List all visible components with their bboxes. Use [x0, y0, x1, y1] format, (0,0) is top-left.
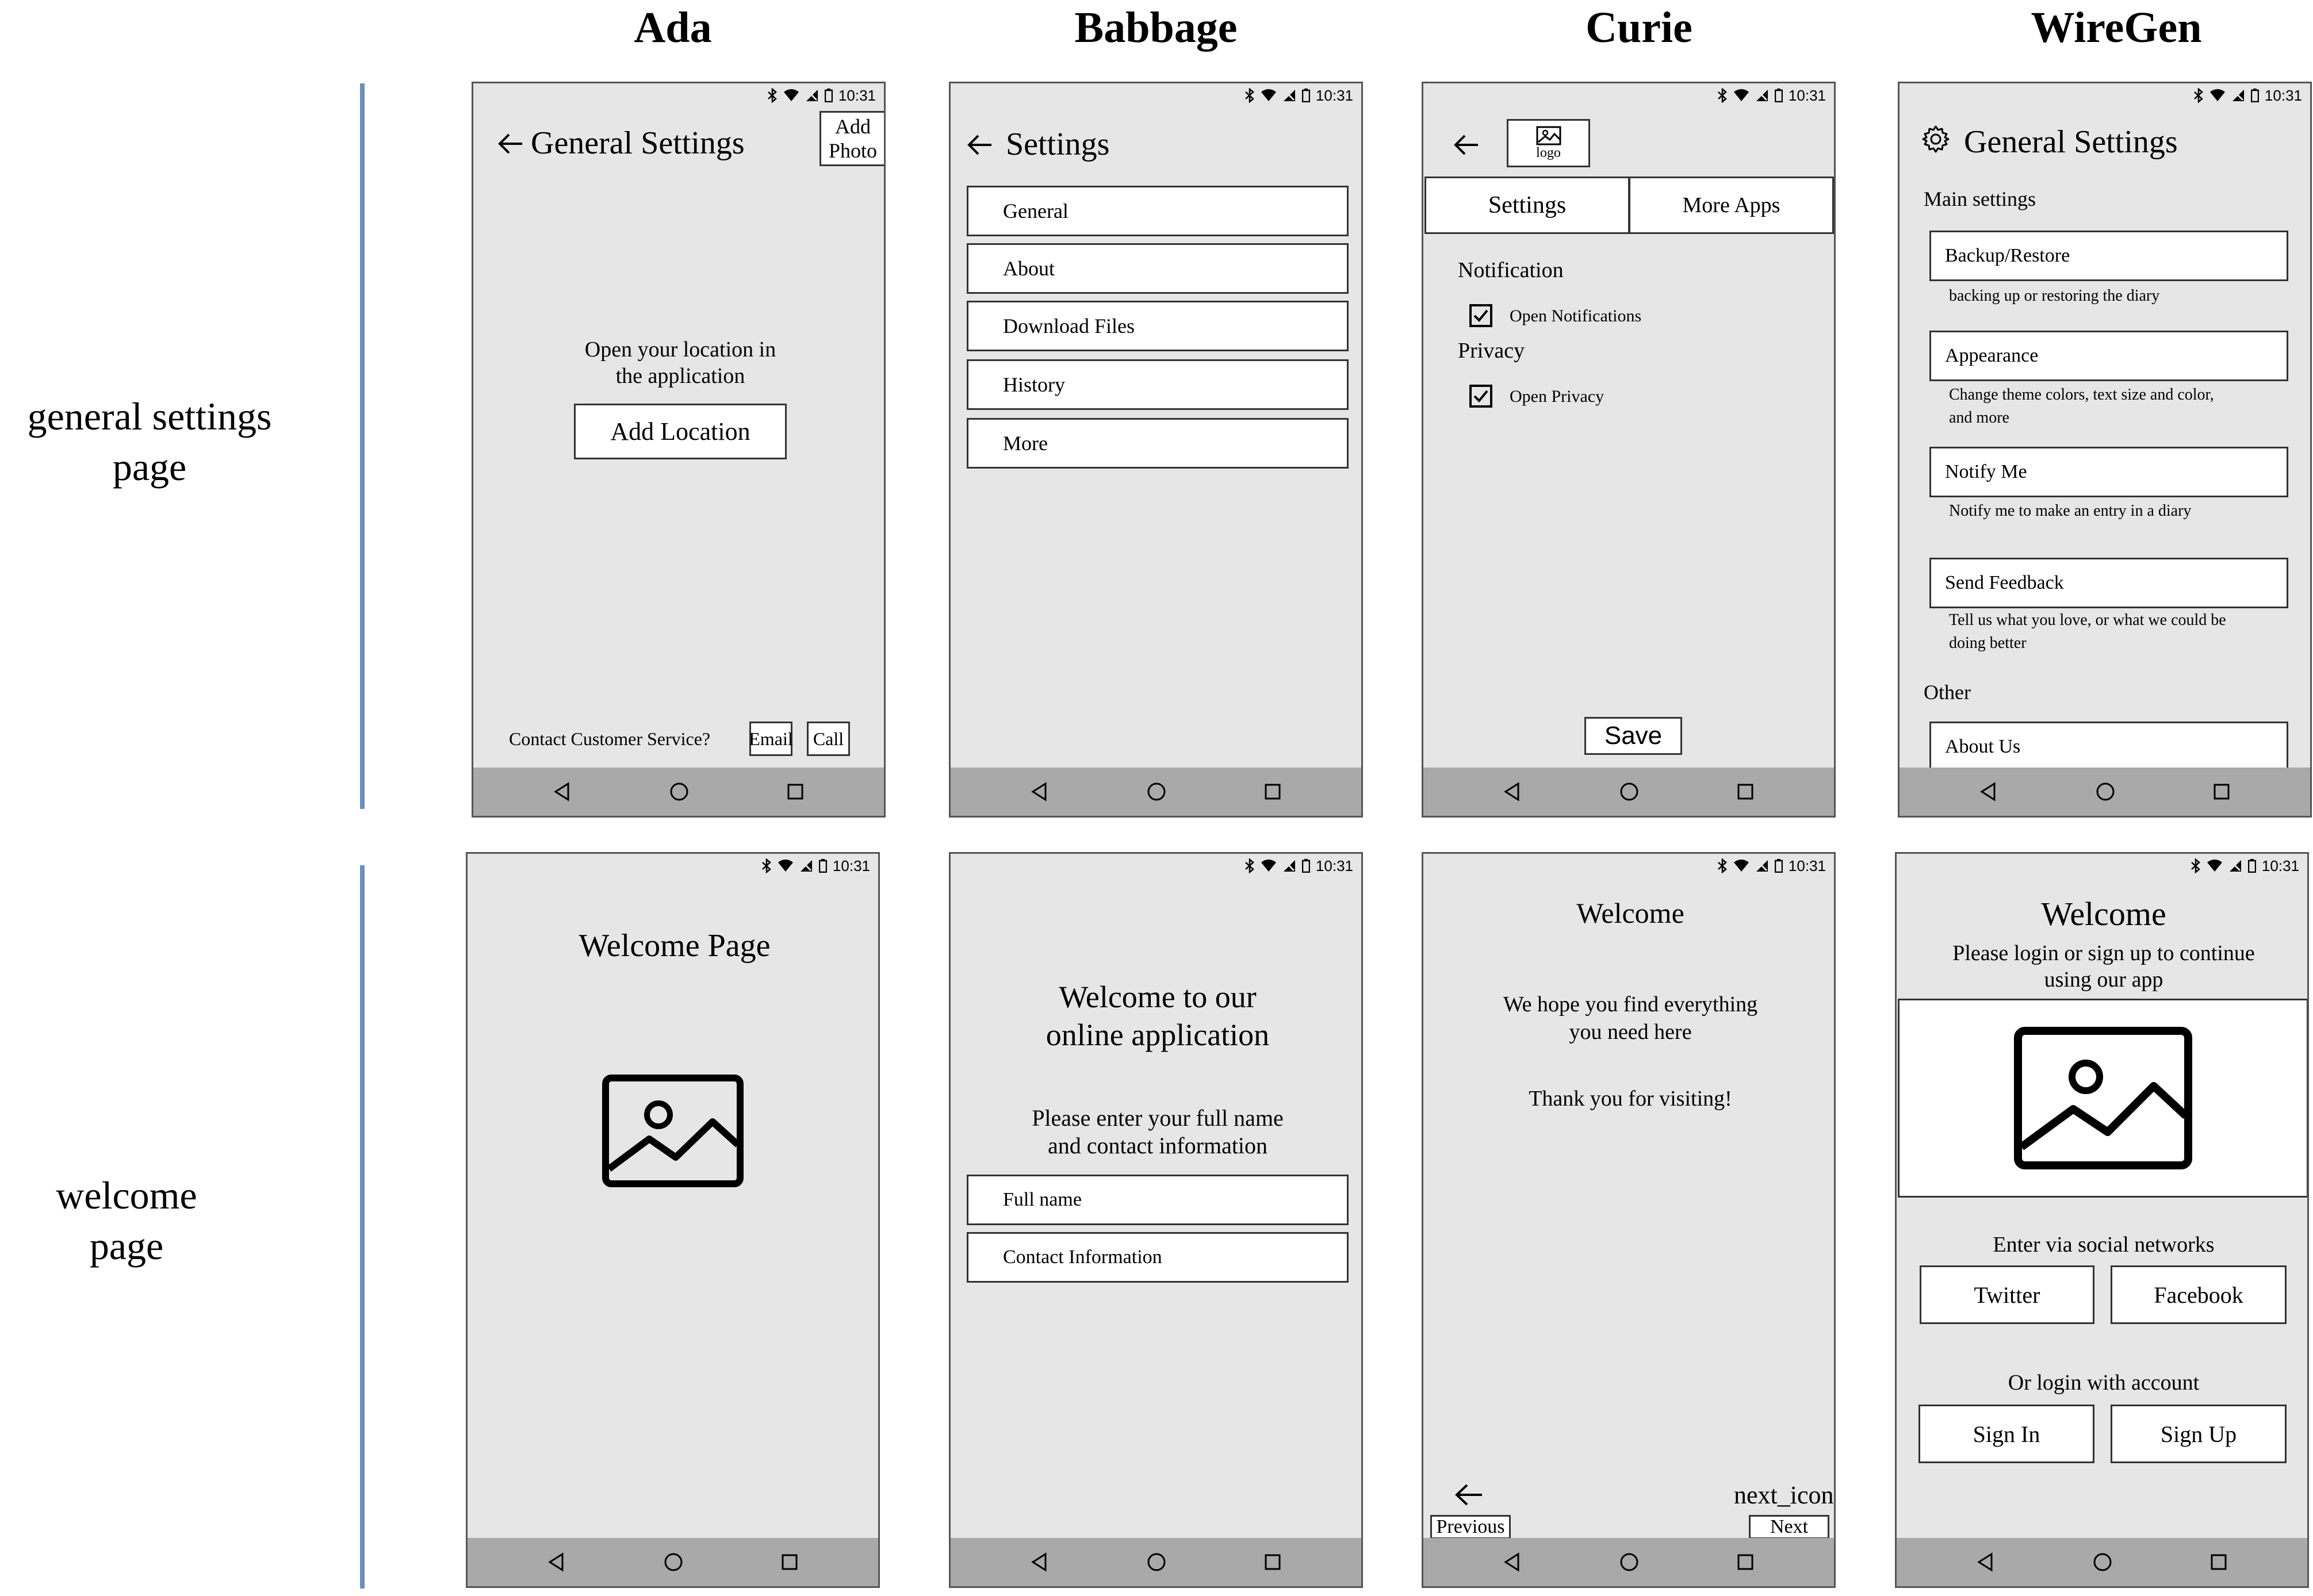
- row-divider-welcome: [360, 865, 365, 1589]
- wifi-icon: [778, 859, 794, 873]
- nav-home-icon[interactable]: [2094, 780, 2117, 803]
- wifi-icon: [1261, 89, 1277, 102]
- signal-icon: [799, 859, 813, 873]
- contact-text: Contact Customer Service?: [509, 728, 711, 749]
- tab-more-apps[interactable]: More Apps: [1629, 177, 1834, 234]
- signal-icon: [1282, 859, 1296, 873]
- back-arrow-icon[interactable]: [1452, 131, 1481, 159]
- battery-icon: [1775, 859, 1783, 873]
- row-label-welcome: welcome page: [56, 1173, 197, 1268]
- nav-back-icon[interactable]: [1501, 780, 1524, 803]
- welcome-subtitle: Please login or sign up to continue using our app: [1952, 941, 2255, 992]
- nav-recents-icon[interactable]: [1261, 1551, 1284, 1574]
- signal-icon: [2228, 859, 2242, 873]
- column-title-wiregen: WireGen: [2031, 3, 2202, 52]
- signal-icon: [805, 89, 819, 102]
- nav-back-icon[interactable]: [1977, 780, 2000, 803]
- nav-recents-icon[interactable]: [1734, 1551, 1757, 1574]
- bluetooth-icon: [1717, 858, 1728, 873]
- nav-recents-icon[interactable]: [1734, 780, 1757, 803]
- nav-home-icon[interactable]: [662, 1551, 685, 1574]
- battery-icon: [1302, 859, 1310, 873]
- bluetooth-icon: [1244, 858, 1255, 873]
- signal-icon: [1755, 89, 1769, 102]
- status-bar: [761, 854, 878, 878]
- navigation-bar: [1423, 768, 1834, 816]
- wifi-icon: [1261, 859, 1277, 873]
- navigation-bar: [951, 1538, 1361, 1586]
- status-time: 10:31: [1788, 86, 1826, 104]
- logo-label: logo: [1536, 145, 1561, 160]
- navigation-bar: [951, 768, 1361, 816]
- curie-welcome-screen: [1422, 852, 1836, 1588]
- settings-item-about[interactable]: About: [967, 243, 1349, 294]
- wifi-icon: [1733, 859, 1749, 873]
- nav-back-icon[interactable]: [545, 1551, 568, 1574]
- signal-icon: [1755, 859, 1769, 873]
- bluetooth-icon: [761, 858, 772, 873]
- image-placeholder-icon: [602, 1075, 744, 1187]
- status-time: 10:31: [1788, 857, 1826, 874]
- babbage-welcome-screen: [949, 852, 1363, 1588]
- previous-button[interactable]: Previous: [1430, 1515, 1511, 1539]
- nav-back-icon[interactable]: [551, 780, 574, 803]
- page-title: General Settings: [531, 125, 745, 161]
- wifi-icon: [2209, 89, 2226, 102]
- battery-icon: [1302, 89, 1310, 102]
- backup-restore-button[interactable]: Backup/Restore: [1929, 231, 2288, 281]
- other-header: Other: [1924, 681, 1971, 704]
- notification-header: Notification: [1458, 258, 1564, 282]
- image-placeholder-icon: [1536, 126, 1561, 145]
- settings-item-general[interactable]: General: [967, 186, 1349, 236]
- main-settings-header: Main settings: [1924, 187, 2036, 210]
- save-button[interactable]: Save: [1584, 717, 1682, 755]
- notify-me-button[interactable]: Notify Me: [1929, 447, 2288, 497]
- column-title-ada: Ada: [634, 3, 712, 52]
- notification-checkbox[interactable]: [1469, 304, 1492, 327]
- wiregen-settings-screen: [1898, 82, 2312, 818]
- hero-image: [1898, 999, 2308, 1198]
- bluetooth-icon: [2193, 88, 2204, 103]
- navigation-bar: [468, 1538, 878, 1586]
- status-time: 10:31: [1315, 857, 1353, 874]
- back-arrow-icon[interactable]: [966, 131, 994, 159]
- nav-recents-icon[interactable]: [1261, 780, 1284, 803]
- bluetooth-icon: [767, 88, 778, 103]
- twitter-button[interactable]: Twitter: [1920, 1265, 2094, 1324]
- nav-home-icon[interactable]: [1145, 1551, 1168, 1574]
- status-bar: [2191, 854, 2307, 878]
- status-time: 10:31: [838, 86, 876, 104]
- column-title-curie: Curie: [1586, 3, 1692, 52]
- bluetooth-icon: [1717, 88, 1728, 103]
- bluetooth-icon: [1244, 88, 1255, 103]
- status-time: 10:31: [2261, 857, 2299, 874]
- appearance-button[interactable]: Appearance: [1929, 331, 2288, 381]
- social-header: Enter via social networks: [1993, 1233, 2215, 1257]
- curie-settings-screen: [1422, 82, 1836, 818]
- sign-in-button[interactable]: Sign In: [1918, 1405, 2094, 1463]
- location-text: Open your location in the application: [584, 337, 776, 388]
- welcome-title: Welcome Page: [579, 928, 771, 964]
- bluetooth-icon: [2191, 858, 2201, 873]
- full-name-input[interactable]: Full name: [967, 1175, 1349, 1225]
- battery-icon: [825, 89, 833, 102]
- next-icon-label: next_icon: [1734, 1481, 1834, 1509]
- welcome-title: Welcome to our online application: [1046, 980, 1270, 1052]
- nav-back-icon[interactable]: [1028, 1551, 1051, 1574]
- status-bar: [1244, 854, 1361, 878]
- notification-option-label: Open Notifications: [1510, 306, 1642, 325]
- facebook-button[interactable]: Facebook: [2111, 1265, 2287, 1324]
- nav-home-icon[interactable]: [1145, 780, 1168, 803]
- backup-restore-description: backing up or restoring the diary: [1949, 287, 2160, 305]
- gear-icon: [1920, 124, 1951, 155]
- image-placeholder-icon: [2013, 1026, 2193, 1170]
- ada-welcome-screen: [466, 852, 880, 1588]
- call-button[interactable]: Call: [807, 722, 850, 756]
- nav-home-icon[interactable]: [1618, 1551, 1641, 1574]
- status-bar: [2193, 83, 2310, 108]
- nav-recents-icon[interactable]: [2207, 1551, 2230, 1574]
- send-feedback-button[interactable]: Send Feedback: [1929, 558, 2288, 608]
- contact-information-input[interactable]: Contact Information: [967, 1232, 1349, 1283]
- battery-icon: [1775, 89, 1783, 102]
- about-us-button[interactable]: About Us: [1929, 722, 2288, 772]
- wifi-icon: [783, 89, 799, 102]
- appearance-description: Change theme colors, text size and color, and more: [1949, 386, 2214, 427]
- sign-up-button[interactable]: Sign Up: [2111, 1405, 2287, 1463]
- navigation-bar: [1900, 768, 2310, 816]
- nav-home-icon[interactable]: [668, 780, 691, 803]
- tab-settings[interactable]: Settings: [1424, 177, 1630, 234]
- nav-back-icon[interactable]: [1501, 1551, 1524, 1574]
- status-bar: [1717, 854, 1834, 878]
- status-bar: [767, 83, 884, 108]
- nav-home-icon[interactable]: [2091, 1551, 2114, 1574]
- add-photo-button[interactable]: Add Photo: [819, 111, 886, 166]
- nav-recents-icon[interactable]: [778, 1551, 801, 1574]
- privacy-option-label: Open Privacy: [1510, 387, 1604, 406]
- back-arrow-icon[interactable]: [496, 129, 525, 158]
- status-bar: [1717, 83, 1834, 108]
- settings-item-history[interactable]: History: [967, 359, 1349, 410]
- wiregen-welcome-screen: [1895, 852, 2309, 1588]
- status-bar: [1244, 83, 1361, 108]
- send-feedback-description: Tell us what you love, or what we could be doing better: [1949, 611, 2226, 652]
- nav-recents-icon[interactable]: [2210, 780, 2233, 803]
- wifi-icon: [1733, 89, 1749, 102]
- welcome-title: Welcome: [1576, 897, 1684, 929]
- welcome-title: Welcome: [2041, 895, 2166, 933]
- wifi-icon: [2207, 859, 2223, 873]
- settings-item-more[interactable]: More: [967, 418, 1349, 469]
- babbage-settings-screen: [949, 82, 1363, 818]
- row-label-settings: general settings page: [27, 394, 272, 489]
- nav-recents-icon[interactable]: [784, 780, 807, 803]
- welcome-prompt: Please enter your full name and contact information: [1032, 1105, 1284, 1158]
- privacy-header: Privacy: [1458, 339, 1525, 363]
- navigation-bar: [1897, 1538, 2307, 1586]
- email-button[interactable]: Email: [749, 722, 792, 756]
- account-header: Or login with account: [2008, 1371, 2200, 1395]
- add-location-button[interactable]: Add Location: [574, 404, 787, 459]
- status-time: 10:31: [1315, 86, 1353, 104]
- nav-home-icon[interactable]: [1618, 780, 1641, 803]
- logo: [1507, 119, 1590, 167]
- next-button[interactable]: Next: [1749, 1515, 1829, 1539]
- nav-back-icon[interactable]: [1974, 1551, 1997, 1574]
- status-time: 10:31: [832, 857, 870, 874]
- welcome-message: We hope you find everything you need here: [1503, 992, 1758, 1044]
- battery-icon: [819, 859, 827, 873]
- notify-me-description: Notify me to make an entry in a diary: [1949, 502, 2192, 520]
- signal-icon: [2231, 89, 2245, 102]
- battery-icon: [2248, 859, 2256, 873]
- page-title: Settings: [1006, 126, 1110, 162]
- column-title-babbage: Babbage: [1074, 3, 1238, 52]
- signal-icon: [1282, 89, 1296, 102]
- navigation-bar: [473, 768, 884, 816]
- row-divider-settings: [360, 83, 365, 809]
- status-time: 10:31: [2264, 86, 2302, 104]
- page-title: General Settings: [1964, 124, 2178, 160]
- battery-icon: [2251, 89, 2259, 102]
- privacy-checkbox[interactable]: [1469, 385, 1492, 408]
- settings-item-download-files[interactable]: Download Files: [967, 301, 1349, 351]
- nav-back-icon[interactable]: [1028, 780, 1051, 803]
- thanks-text: Thank you for visiting!: [1529, 1087, 1732, 1111]
- previous-arrow-icon[interactable]: [1453, 1482, 1484, 1508]
- navigation-bar: [1423, 1538, 1834, 1586]
- ada-settings-screen: [472, 82, 886, 818]
